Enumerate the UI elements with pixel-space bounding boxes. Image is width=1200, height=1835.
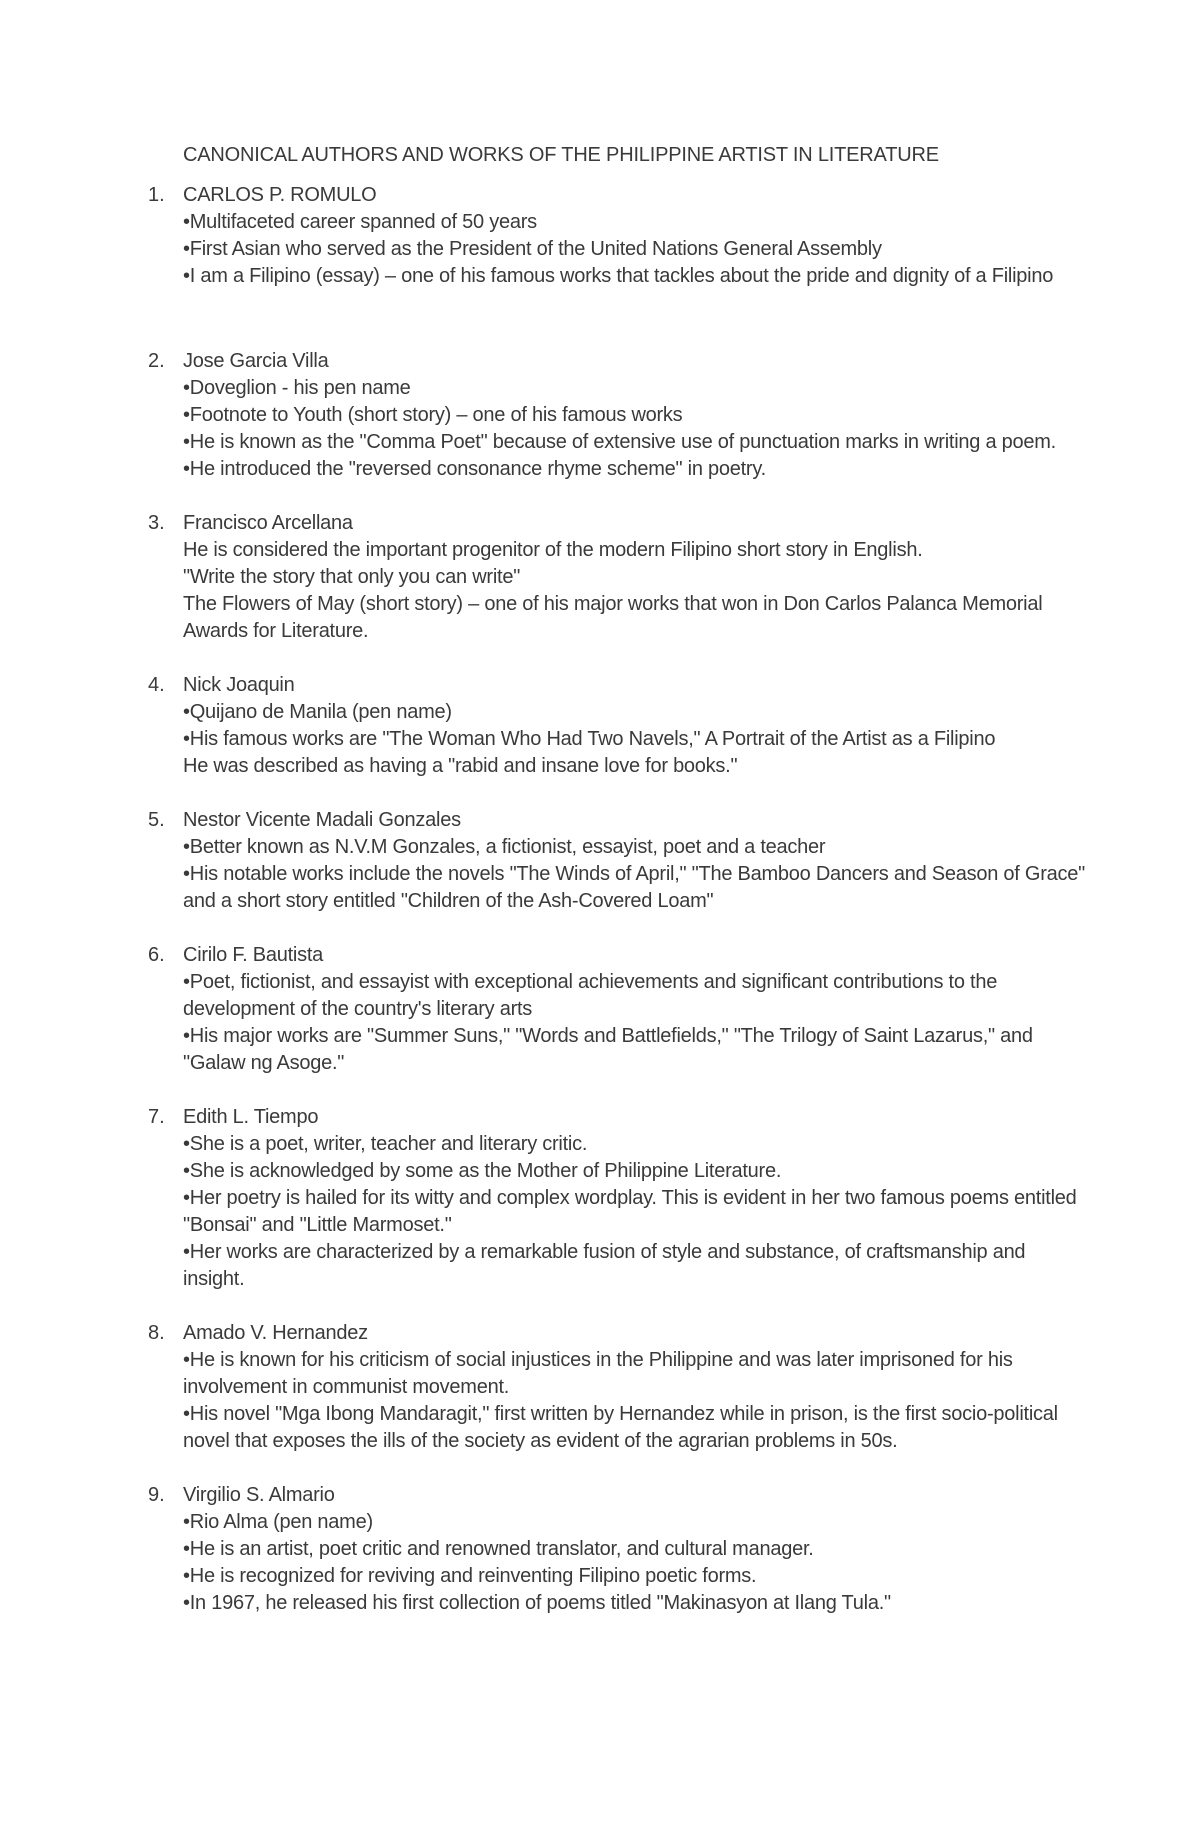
author-entry [0, 348, 1200, 483]
entry-line: •Better known as N.V.M Gonzales, a fictionist, essayist, poet and a teacher [183, 836, 826, 858]
entry-number: 7. [148, 1106, 165, 1128]
author-entry [0, 942, 1200, 1077]
entry-line: •He is known as the "Comma Poet" because of extensive use of punctuation marks in writing a poem. [183, 431, 1056, 453]
entry-number: 4. [148, 674, 165, 696]
entry-line: The Flowers of May (short story) – one of his major works that won in Don Carlos Palanca Memorial Awards for Literature. [183, 593, 1043, 642]
entry-number: 3. [148, 512, 165, 534]
author-name: Jose Garcia Villa [183, 350, 329, 372]
entry-line: •She is a poet, writer, teacher and literary critic. [183, 1133, 588, 1155]
entry-line: •He introduced the "reversed consonance rhyme scheme" in poetry. [183, 458, 766, 480]
entry-number: 1. [148, 184, 165, 206]
entry-line: •Footnote to Youth (short story) – one of his famous works [183, 404, 683, 426]
author-entry [0, 182, 1200, 290]
author-name: Virgilio S. Almario [183, 1484, 335, 1506]
author-name: Francisco Arcellana [183, 512, 353, 534]
entry-line: •Poet, fictionist, and essayist with exceptional achievements and significant contributions to the development of the country's literary arts [183, 971, 998, 1020]
entry-line: •Doveglion - his pen name [183, 377, 411, 399]
entry-line: •Her poetry is hailed for its witty and complex wordplay. This is evident in her two famous poems entitled "Bonsai" and "Little Marmoset." [183, 1187, 1077, 1236]
entry-line: •He is recognized for reviving and reinventing Filipino poetic forms. [183, 1565, 757, 1587]
author-name: Cirilo F. Bautista [183, 944, 323, 966]
author-entry [0, 1320, 1200, 1455]
entry-line: •First Asian who served as the President of the United Nations General Assembly [183, 238, 882, 260]
entry-line: •His major works are "Summer Suns," "Words and Battlefields," "The Trilogy of Saint Lazarus," and "Galaw ng Asoge." [183, 1025, 1033, 1074]
author-name: CARLOS P. ROMULO [183, 184, 377, 206]
author-entry [0, 807, 1200, 915]
entry-line: •In 1967, he released his first collection of poems titled "Makinasyon at Ilang Tula." [183, 1592, 891, 1614]
entry-line: •Her works are characterized by a remarkable fusion of style and substance, of craftsmanship and insight. [183, 1241, 1026, 1290]
page-title: CANONICAL AUTHORS AND WORKS OF THE PHILIPPINE ARTIST IN LITERATURE [183, 144, 939, 166]
author-name: Edith L. Tiempo [183, 1106, 319, 1128]
author-entry [0, 1104, 1200, 1293]
entry-line: •Rio Alma (pen name) [183, 1511, 373, 1533]
author-entry [0, 1482, 1200, 1617]
entry-line: He is considered the important progenitor of the modern Filipino short story in English. [183, 539, 923, 561]
entry-line: •His notable works include the novels "The Winds of April," "The Bamboo Dancers and Season of Grace" and a short story entitled "Children of the Ash-Covered Loam" [183, 863, 1085, 912]
author-name: Nick Joaquin [183, 674, 295, 696]
author-name: Nestor Vicente Madali Gonzales [183, 809, 461, 831]
author-list [0, 182, 1200, 1644]
author-name: Amado V. Hernandez [183, 1322, 368, 1344]
entry-line: •He is known for his criticism of social injustices in the Philippine and was later imprisoned for his involvement in communist movement. [183, 1349, 1013, 1398]
entry-line: •Multifaceted career spanned of 50 years [183, 211, 537, 233]
entry-line: •His novel "Mga Ibong Mandaragit," first written by Hernandez while in prison, is the first socio-political novel that exposes the ills of the society as evident of the agrarian problems in 50s. [183, 1403, 1058, 1452]
entry-number: 8. [148, 1322, 165, 1344]
entry-number: 6. [148, 944, 165, 966]
entry-number: 9. [148, 1484, 165, 1506]
entry-line: •I am a Filipino (essay) – one of his famous works that tackles about the pride and dignity of a Filipino [183, 265, 1054, 287]
entry-line: •His famous works are "The Woman Who Had Two Navels," A Portrait of the Artist as a Filipino [183, 728, 996, 750]
author-entry [0, 672, 1200, 780]
author-entry [0, 510, 1200, 645]
entry-line: He was described as having a "rabid and insane love for books." [183, 755, 738, 777]
entry-number: 2. [148, 350, 165, 372]
entry-line: "Write the story that only you can write" [183, 566, 521, 588]
entry-line: •Quijano de Manila (pen name) [183, 701, 452, 723]
entry-line: •She is acknowledged by some as the Mother of Philippine Literature. [183, 1160, 782, 1182]
entry-line: •He is an artist, poet critic and renowned translator, and cultural manager. [183, 1538, 814, 1560]
entry-number: 5. [148, 809, 165, 831]
